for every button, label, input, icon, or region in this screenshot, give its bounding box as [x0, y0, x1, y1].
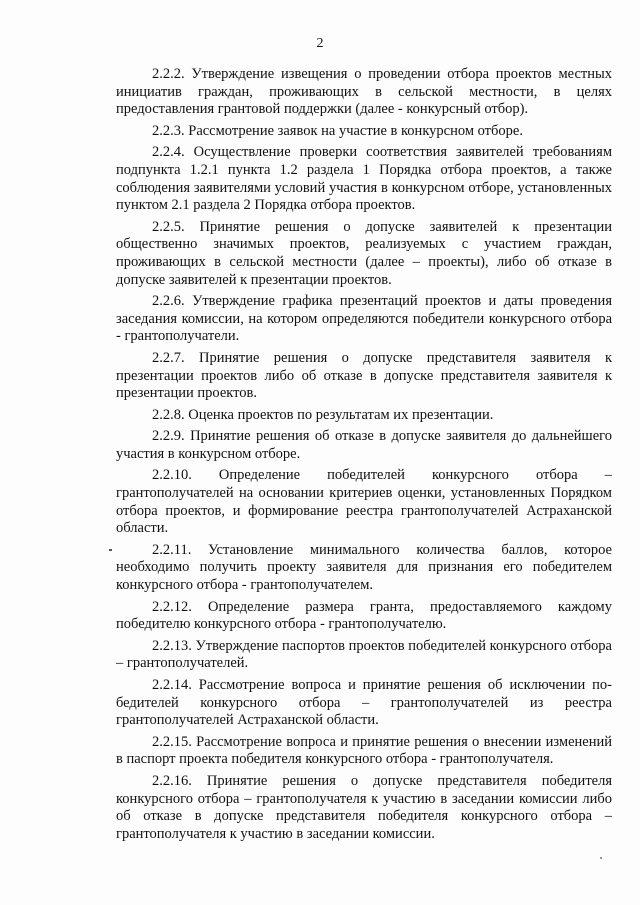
paragraph-2-2-9: 2.2.9. Принятие решения об отказе в допуске заявителя до дальнейшего участия в конкурсном отборе.: [116, 428, 612, 462]
scan-speck: [109, 549, 112, 551]
paragraph-2-2-6: 2.2.6. Утверждение графика презентаций проектов и даты проведения заседания комиссии, на котором определяются победители конкурсного отбора - грантополучатели.: [116, 293, 612, 345]
paragraph-2-2-7: 2.2.7. Принятие решения о допуске представителя заявителя к презентации проектов либо об отказе в допуске представителя заявителя к презентации проектов.: [116, 349, 612, 402]
page-number: 2: [316, 36, 324, 51]
paragraph-2-2-16: 2.2.16. Принятие решения о допуске представителя победителя конкурсного отбора – грантополучателя к участию в заседании комиссии либо об отказе в допуске представителя победителя конкурсного отбора – грантополучателя к участию в заседании комиссии.: [116, 772, 612, 842]
paragraph-2-2-4: 2.2.4. Осуществление проверки соответствия заявителей требованиям подпункта 1.2.1 пункта 1.2 раздела 1 Порядка отбора проектов, а также соблюдения заявителями условий участия в конкурсном отборе, установленных пунктом 2.1 раздела 2 Порядка отбора проектов.: [116, 144, 612, 214]
scan-speck: [600, 857, 602, 859]
paragraph-2-2-10: 2.2.10. Определение победителей конкурсного отбора – грантополучателей на основании критериев оценки, установленных Порядком отбора проектов, и формирование реестра грантополучателей Астраханской области.: [116, 467, 612, 537]
paragraph-2-2-8: 2.2.8. Оценка проектов по результатам их презентации.: [152, 406, 494, 423]
paragraph-2-2-5: 2.2.5. Принятие решения о допуске заявителей к презентации общественно значимых проектов, реализуемых с участием граждан, проживающих в сельской местности (далее – проекты), либо об отказе в допуске заявителей к презентации проектов.: [116, 218, 612, 288]
paragraph-2-2-2: 2.2.2. Утверждение извещения о проведении отбора проектов местных инициатив граждан, проживающих в сельской местности, в целях предоставления грантовой поддержки (далее - конкурсный отбор).: [116, 66, 612, 118]
paragraph-2-2-13: 2.2.13. Утверждение паспортов проектов победителей конкурсного отбора – грантополучателей.: [116, 637, 612, 672]
paragraph-2-2-12: 2.2.12. Определение размера гранта, предоставляемого каждому победителю конкурсного отбора - грантополучателю.: [116, 598, 612, 633]
document-body: [116, 66, 612, 847]
paragraph-2-2-3: 2.2.3. Рассмотрение заявок на участие в конкурсном отборе.: [152, 122, 523, 139]
paragraph-2-2-11: 2.2.11. Установление минимального количества баллов, которое необходимо получить проекту заявителя для признания его победителем конкурсного отбора - грантополучателем.: [116, 541, 612, 594]
paragraph-2-2-14: 2.2.14. Рассмотрение вопроса и принятие решения об исключении победителей конкурсного отбора – грантополучателей из реестра грантополучателей Астраханской области.: [116, 677, 612, 729]
paragraph-2-2-15: 2.2.15. Рассмотрение вопроса и принятие решения о внесении изменений в паспорт проекта победителя конкурсного отбора - грантополучателя.: [116, 733, 612, 768]
